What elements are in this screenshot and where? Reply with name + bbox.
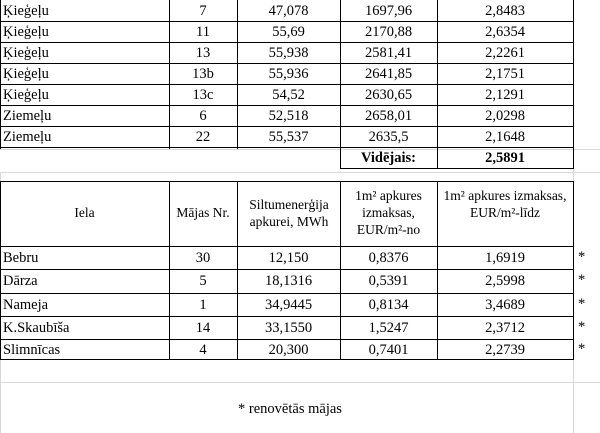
- value-cell: 2,1751: [485, 66, 525, 82]
- house-number-cell: 30: [195, 250, 211, 266]
- street-cell: Ķieģeļu: [3, 45, 49, 61]
- house-number-cell: 4: [199, 342, 207, 358]
- value-cell: 52,518: [268, 108, 309, 124]
- value-cell: 2658,01: [364, 108, 413, 124]
- street-cell: Ziemeļu: [3, 129, 52, 145]
- value-cell: 47,078: [268, 3, 309, 19]
- value-cell: 2635,5: [368, 129, 409, 145]
- value-cell: 2641,85: [364, 66, 413, 82]
- street-cell: Ķieģeļu: [3, 3, 49, 19]
- street-cell: Ķieģeļu: [3, 24, 49, 40]
- value-cell: 2,6354: [485, 24, 525, 40]
- house-number-cell: 13b: [192, 66, 214, 82]
- energy-cell: 18,1316: [264, 273, 313, 289]
- street-cell: Nameja: [3, 297, 49, 313]
- house-number-cell: 5: [199, 273, 207, 289]
- renovated-marker: *: [578, 272, 586, 288]
- header-house-number: Mājas Nr.: [176, 205, 230, 220]
- value-cell: 2170,88: [364, 24, 413, 40]
- energy-cell: 12,150: [268, 250, 309, 266]
- renovated-marker: *: [578, 249, 586, 265]
- renovated-marker: *: [578, 319, 586, 335]
- house-number-cell: 1: [199, 297, 207, 313]
- street-cell: Ķieģeļu: [3, 66, 49, 82]
- header-cost-before: 1m² apkures izmaksas, EUR/m²-no: [355, 188, 422, 237]
- value-cell: 55,938: [268, 45, 309, 61]
- value-cell: 1697,96: [364, 3, 413, 19]
- cost-before-cell: 0,8134: [368, 297, 409, 313]
- street-cell: Ķieģeļu: [3, 87, 49, 103]
- value-cell: 2,1648: [485, 129, 525, 145]
- gridline: [0, 382, 600, 383]
- cost-after-cell: 3,4689: [485, 297, 525, 313]
- header-cost-after: 1m² apkures izmaksas, EUR/m²-līdz: [443, 188, 567, 220]
- street-cell: Slimnīcas: [3, 342, 61, 358]
- gridline: [0, 172, 600, 173]
- header-street: Iela: [74, 205, 95, 220]
- value-cell: 2,1291: [485, 87, 525, 103]
- house-number-cell: 13: [195, 45, 211, 61]
- house-number-cell: 14: [195, 320, 211, 336]
- energy-cell: 20,300: [268, 342, 309, 358]
- house-number-cell: 6: [199, 108, 207, 124]
- cost-before-cell: 0,8376: [368, 250, 409, 266]
- cost-after-cell: 2,2739: [485, 342, 525, 358]
- renovated-marker: *: [578, 296, 586, 312]
- average-value: 2,5891: [485, 150, 525, 166]
- value-cell: 55,537: [268, 129, 309, 145]
- cost-before-cell: 1,5247: [368, 320, 409, 336]
- header-energy: Siltumenerģija apkurei, MWh: [249, 197, 329, 229]
- street-cell: Dārza: [3, 273, 38, 289]
- house-number-cell: 7: [199, 3, 207, 19]
- value-cell: 2581,41: [364, 45, 413, 61]
- average-label: Vidējais:: [360, 150, 417, 166]
- street-cell: K.Skaubīša: [3, 320, 70, 336]
- street-cell: Bebru: [3, 250, 39, 266]
- value-cell: 2,2261: [485, 45, 525, 61]
- house-number-cell: 11: [196, 24, 210, 40]
- value-cell: 54,52: [272, 87, 305, 103]
- value-cell: 2,8483: [485, 3, 525, 19]
- value-cell: 55,69: [272, 24, 305, 40]
- house-number-cell: 13c: [192, 87, 214, 103]
- cost-after-cell: 1,6919: [485, 250, 525, 266]
- cost-after-cell: 2,3712: [485, 320, 525, 336]
- energy-cell: 33,1550: [264, 320, 313, 336]
- value-cell: 2,0298: [485, 108, 525, 124]
- cost-before-cell: 0,7401: [368, 342, 409, 358]
- cost-before-cell: 0,5391: [368, 273, 409, 289]
- footnote: * renovētās mājas: [238, 401, 342, 417]
- house-number-cell: 22: [195, 129, 211, 145]
- street-cell: Ziemeļu: [3, 108, 52, 124]
- value-cell: 55,936: [268, 66, 309, 82]
- energy-cell: 34,9445: [264, 297, 313, 313]
- value-cell: 2630,65: [364, 87, 413, 103]
- renovated-marker: *: [578, 341, 586, 357]
- cost-after-cell: 2,5998: [485, 273, 525, 289]
